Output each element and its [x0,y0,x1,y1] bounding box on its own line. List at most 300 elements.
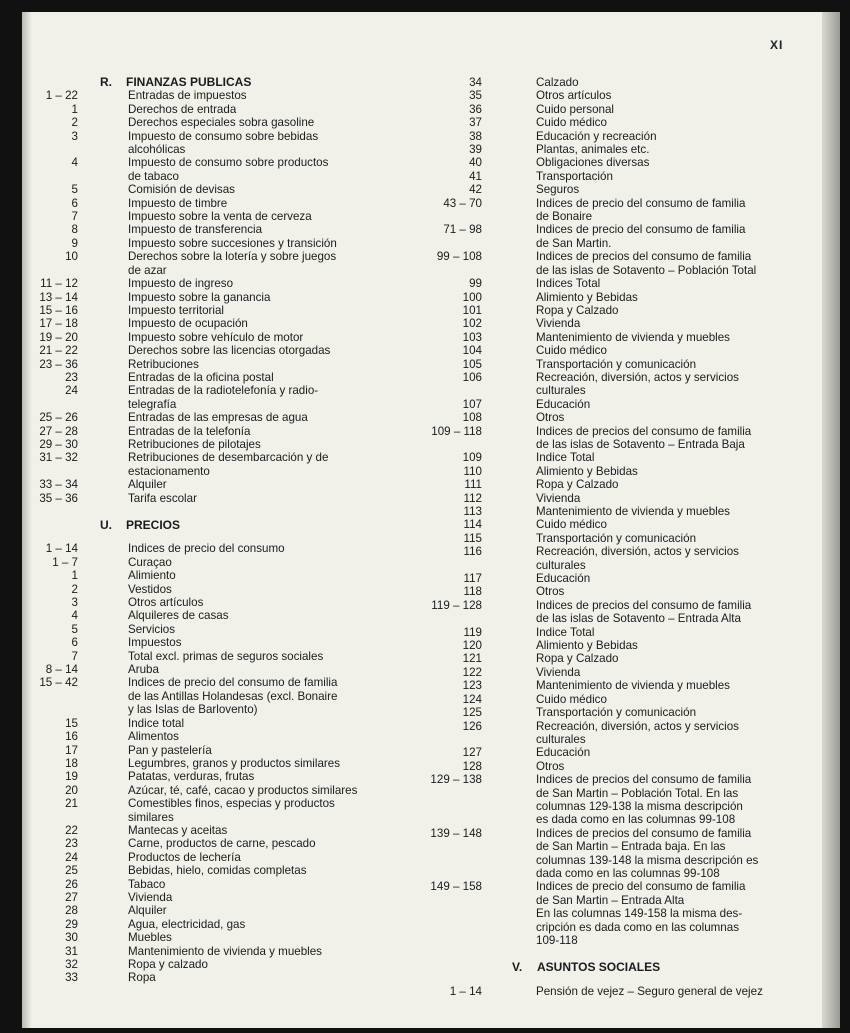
column-number: 2 [71,116,78,130]
item-description: de San Martin – Entrada Alta [536,893,685,907]
list-item [26,676,416,689]
list-item [26,971,416,984]
list-item [420,371,800,384]
column-number [26,143,78,156]
item-description: Indices de precio del consumo de familia [128,676,338,690]
column-number: 120 [462,639,482,653]
item-description: Educación [536,572,591,586]
item-description: Bebidas, hielo, comidas completas [128,864,307,878]
column-number: 23 – 36 [39,357,78,371]
list-item [420,398,800,411]
section-heading-precios [26,519,416,532]
column-number: 21 – 22 [39,344,78,358]
section-letter: V. [512,960,523,975]
item-description: Indices de precios del consumo de familia [536,250,752,264]
column-number: 1 – 14 [45,542,78,556]
list-item [420,773,800,786]
item-description: telegrafía [128,397,177,411]
column-number: 17 – 18 [39,317,78,331]
column-number: 1 [71,102,78,116]
item-description: Impuesto sobre la venta de cerveza [128,210,312,224]
column-number: 129 – 138 [430,773,482,787]
item-description: Ropa y Calzado [536,478,619,492]
list-item [26,703,416,716]
list-item [420,733,800,746]
item-description: de San Martin – Población Total. En las [536,786,739,800]
item-description: Agua, electricidad, gas [128,917,246,931]
list-item [26,784,416,797]
list-item [26,317,416,330]
item-description: Otros [536,759,565,773]
column-number: 26 [65,877,78,891]
list-item [26,183,416,196]
column-number: 7 [71,649,78,663]
column-number: 109 [462,451,482,465]
list-item [26,931,416,944]
list-item [420,116,800,129]
item-description: Seguros [536,183,580,197]
list-item [26,811,416,824]
item-description: Cuido médico [536,518,607,532]
item-description: Indices de precios del consumo de familia [536,424,752,438]
item-description: 109-118 [536,934,578,947]
item-description: Indices Total [536,277,601,291]
item-description: Mantenimiento de vivienda y muebles [128,944,322,958]
column-number: 19 – 20 [39,330,78,344]
item-description: estacionamento [128,464,210,478]
list-item [26,878,416,891]
list-item [420,854,800,867]
page-number: XI [770,38,784,52]
list-item [26,197,416,210]
item-description: Alimiento y Bebidas [536,464,638,478]
list-item [420,143,800,156]
column-number: 119 [463,625,482,639]
column-number: 4 [71,156,78,170]
list-item [420,76,800,89]
item-description: Indices de precios del consumo de familia [536,598,752,612]
list-item [26,411,416,424]
item-description: Comestibles finos, especias y productos [128,797,335,811]
section-heading-finanzas [26,76,416,89]
item-description: Indice Total [536,625,595,639]
list-item [420,264,800,277]
column-number: 1 [71,569,78,583]
item-description: Ropa y calzado [128,958,208,971]
column-number [420,787,482,800]
list-item [26,451,416,464]
list-item [420,197,800,210]
column-number: 3 [71,596,78,610]
list-item [420,210,800,223]
column-number: 108 [462,411,482,425]
list-item [420,572,800,585]
column-number: 6 [71,636,78,650]
list-item [26,596,416,609]
item-description: de las islas de Sotavento – Entrada Baja [536,437,745,451]
list-item [26,958,416,971]
list-item [420,411,800,424]
list-item [420,103,800,116]
item-description: Indices de precio del consumo de familia [536,223,746,237]
column-number: 27 [65,890,78,904]
item-description: Legumbres, granos y productos similares [128,756,341,770]
list-item [26,744,416,757]
column-number: 29 – 30 [39,437,78,451]
list-item [420,156,800,169]
list-item [420,934,800,947]
column-number [420,934,482,947]
column-number: 109 – 118 [431,424,482,438]
item-description: Alimiento y Bebidas [536,290,638,304]
item-description: Plantas, animales etc. [536,143,650,157]
column-number: 6 [71,196,78,210]
list-item [420,478,800,491]
column-number: 31 [65,944,78,958]
column-number: 110 [463,464,482,478]
item-description: Vivienda [536,491,581,505]
column-number [420,867,482,880]
column-number [26,703,78,716]
column-number: 15 – 42 [39,676,78,690]
list-item [420,585,800,598]
column-number: 35 – 36 [39,491,78,505]
asuntos-list [420,985,800,998]
list-item [420,344,800,357]
item-description: Derechos sobre la lotería y sobre juegos [128,250,337,264]
item-description: Transportación y comunicación [536,531,697,545]
list-item [420,693,800,706]
item-description: Ropa y Calzado [536,303,619,317]
column-number: 128 [462,759,482,773]
item-description: Impuesto sobre la ganancia [128,290,271,304]
list-item [420,425,800,438]
precios-continued-list [420,76,800,947]
list-item [420,679,800,692]
section-spacer [26,532,416,542]
item-description: Entradas de la telefonía [128,424,251,438]
list-item [420,787,800,800]
item-description: Entradas de la oficina postal [128,370,274,384]
item-description: Educación y recreación [536,129,657,143]
list-item [26,770,416,783]
column-number: 4 [71,609,78,623]
list-item [420,89,800,102]
item-description: Impuesto de timbre [128,196,228,210]
column-number: 41 [469,169,482,183]
list-item [26,358,416,371]
column-number: 71 – 98 [443,223,482,237]
item-description: cripción es dada como en las columnas [536,920,739,934]
list-item [420,867,800,880]
item-description: Muebles [128,931,172,945]
list-item [26,277,416,290]
item-description: Impuesto sobre vehículo de motor [128,330,304,344]
column-number [420,854,482,867]
column-number: 112 [463,491,482,505]
list-item [26,291,416,304]
list-item [420,760,800,773]
list-item [26,344,416,357]
item-description: Mantenimiento de vivienda y muebles [536,505,730,518]
item-description: Recreación, diversión, actos y servicios [536,719,739,733]
list-item [26,663,416,676]
section-letter: U. [100,518,112,532]
list-item [420,183,800,196]
item-description: Comisión de devisas [128,183,235,197]
item-description: Mantecas y aceitas [128,823,228,837]
item-description: Indice total [128,716,185,730]
item-description: de San Martin – Entrada baja. En las [536,840,726,854]
item-description: alcohólicas [128,143,186,157]
column-number: 8 – 14 [45,663,78,677]
list-item [26,237,416,250]
item-description: Cuido personal [536,102,614,116]
section-title: PRECIOS [126,518,181,532]
column-number: 5 [71,183,78,197]
column-number: 18 [65,756,78,770]
item-description: de tabaco [128,169,179,183]
column-number: 10 [65,250,78,264]
column-number: 25 – 26 [39,411,78,425]
item-description: Vestidos [128,582,172,596]
list-item [26,542,416,555]
item-description: Alimiento [128,569,176,583]
item-description: Entradas de impuestos [128,89,247,103]
list-item [420,720,800,733]
item-description: de las islas de Sotavento – Población Total [536,263,757,277]
column-number: 15 – 16 [39,303,78,317]
item-description: y las Islas de Barlovento) [128,703,258,717]
item-description: Vivienda [128,890,173,904]
item-description: Retribuciones de pilotajes [128,437,261,451]
column-number [26,465,78,478]
section-spacer [420,947,800,961]
list-item [26,918,416,931]
precios-list [26,542,416,984]
list-item [420,518,800,531]
item-description: Otros artículos [128,596,204,610]
list-item [26,650,416,663]
list-item [26,116,416,129]
list-item [420,612,800,625]
column-number: 99 [469,277,482,291]
list-item [420,304,800,317]
column-number: 35 [469,89,482,103]
column-number: 37 [469,116,482,130]
column-number: 13 – 14 [39,290,78,304]
section-title: FINANZAS PUBLICAS [126,75,252,89]
list-item [420,921,800,934]
list-item [26,904,416,917]
item-description: es dada como en las columnas 99-108 [536,813,736,827]
column-number [420,384,482,397]
item-description: Recreación, diversión, actos y servicios [536,370,739,384]
list-item [26,156,416,169]
column-number: 104 [462,344,482,358]
list-item [26,837,416,850]
list-item [420,277,800,290]
list-item [420,545,800,558]
column-number: 1 – 14 [449,984,482,998]
list-item [26,717,416,730]
column-number [420,210,482,223]
list-item [26,384,416,397]
list-item [26,331,416,344]
item-description: Educación [536,746,591,760]
column-number: 22 [65,823,78,837]
column-number: 115 [463,531,482,545]
column-number [420,733,482,746]
list-item [26,143,416,156]
column-number: 33 [65,971,78,985]
list-item [26,623,416,636]
list-item [26,478,416,491]
list-item [420,559,800,572]
list-item [420,626,800,639]
list-item [420,880,800,893]
column-number [420,237,482,250]
list-item [420,746,800,759]
column-number: 125 [462,706,482,720]
page-edge [822,12,840,1028]
item-description: Impuestos [128,636,182,650]
list-item [420,706,800,719]
list-item [26,891,416,904]
column-number [26,170,78,183]
list-item [26,797,416,810]
item-description: Retribuciones de desembarcación y de [128,451,329,465]
item-description: Cuido médico [536,116,607,130]
item-description: Retribuciones [128,357,199,371]
item-description: Cuido médico [536,692,607,706]
list-item [26,465,416,478]
item-description: Productos de lechería [128,850,241,864]
list-item [26,690,416,703]
column-number: 5 [71,622,78,636]
item-description: Transportación [536,169,613,183]
item-description: Impuesto de transferencia [128,223,263,237]
item-description: culturales [536,384,586,398]
item-description: Pensión de vejez – Seguro general de vejez [536,984,763,998]
column-number: 119 – 128 [431,598,482,612]
list-item [420,170,800,183]
item-description: Servicios [128,622,176,636]
list-item [420,250,800,263]
section-title: ASUNTOS SOCIALES [537,960,661,975]
column-number: 102 [462,317,482,331]
item-description: Pan y pastelería [128,743,212,757]
list-item [420,894,800,907]
item-description: Aruba [128,663,159,677]
item-description: Otros [536,585,565,599]
list-item [420,907,800,920]
column-number: 99 – 108 [436,250,482,264]
item-description: Indices de precio del consumo de familia [536,196,746,210]
section-heading-asuntos [420,961,800,974]
item-description: Obligaciones diversas [536,156,650,170]
item-description: Mantenimiento de vivienda y muebles [536,679,730,693]
list-item [26,210,416,223]
item-description: Otros [536,411,565,425]
list-item [420,666,800,679]
list-item [26,609,416,622]
list-item [420,599,800,612]
list-item [26,371,416,384]
item-description: Azúcar, té, café, cacao y productos similares [128,783,358,797]
right-column [420,76,800,998]
item-description: columnas 129-138 la misma descripción [536,799,743,813]
list-item [420,358,800,371]
item-description: de San Martin. [536,236,612,250]
column-number: 100 [462,290,482,304]
column-number: 124 [462,692,482,706]
item-description: En las columnas 149-158 la misma des- [536,907,743,921]
list-item [420,223,800,236]
item-description: Impuesto sobre succesiones y transición [128,236,337,250]
list-item [420,639,800,652]
list-item [420,451,800,464]
item-description: Recreación, diversión, actos y servicios [536,545,739,559]
list-item [26,492,416,505]
column-number: 21 [65,797,78,811]
item-description: Derechos especiales sobra gasoline [128,116,315,130]
item-description: de azar [128,263,167,277]
column-number: 42 [469,183,482,197]
list-item [420,532,800,545]
item-description: Impuesto de ingreso [128,277,234,291]
item-description: Calzado [536,76,579,89]
list-item [420,827,800,840]
column-number: 23 [65,370,78,384]
item-description: de las Antillas Holandesas (excl. Bonaire [128,689,338,703]
section-letter: R. [100,75,112,89]
column-number: 1 – 22 [45,89,78,103]
column-number: 24 [65,384,78,398]
list-item [26,583,416,596]
list-item [26,89,416,102]
list-item [26,556,416,569]
item-description: de las islas de Sotavento – Entrada Alta [536,612,741,626]
left-column [26,76,416,985]
item-description: Transportación y comunicación [536,357,697,371]
item-description: Alquiler [128,478,167,492]
list-item [26,223,416,236]
item-description: Otros artículos [536,89,612,103]
list-item [26,398,416,411]
column-number [420,813,482,826]
item-description: Impuesto de consumo sobre bebidas [128,129,319,143]
item-description: Alimentos [128,730,179,744]
column-number: 123 [462,679,482,693]
list-item [420,800,800,813]
column-number: 40 [469,156,482,170]
column-number: 122 [462,665,482,679]
column-number: 111 [464,478,482,492]
column-number: 9 [71,236,78,250]
list-item [420,985,800,998]
column-number: 121 [462,652,482,666]
column-number [26,398,78,411]
list-item [26,170,416,183]
column-number: 23 [65,837,78,851]
list-item [26,730,416,743]
list-item [420,331,800,344]
list-item [26,569,416,582]
column-number: 20 [65,783,78,797]
column-number [420,438,482,451]
column-number: 32 [65,958,78,971]
